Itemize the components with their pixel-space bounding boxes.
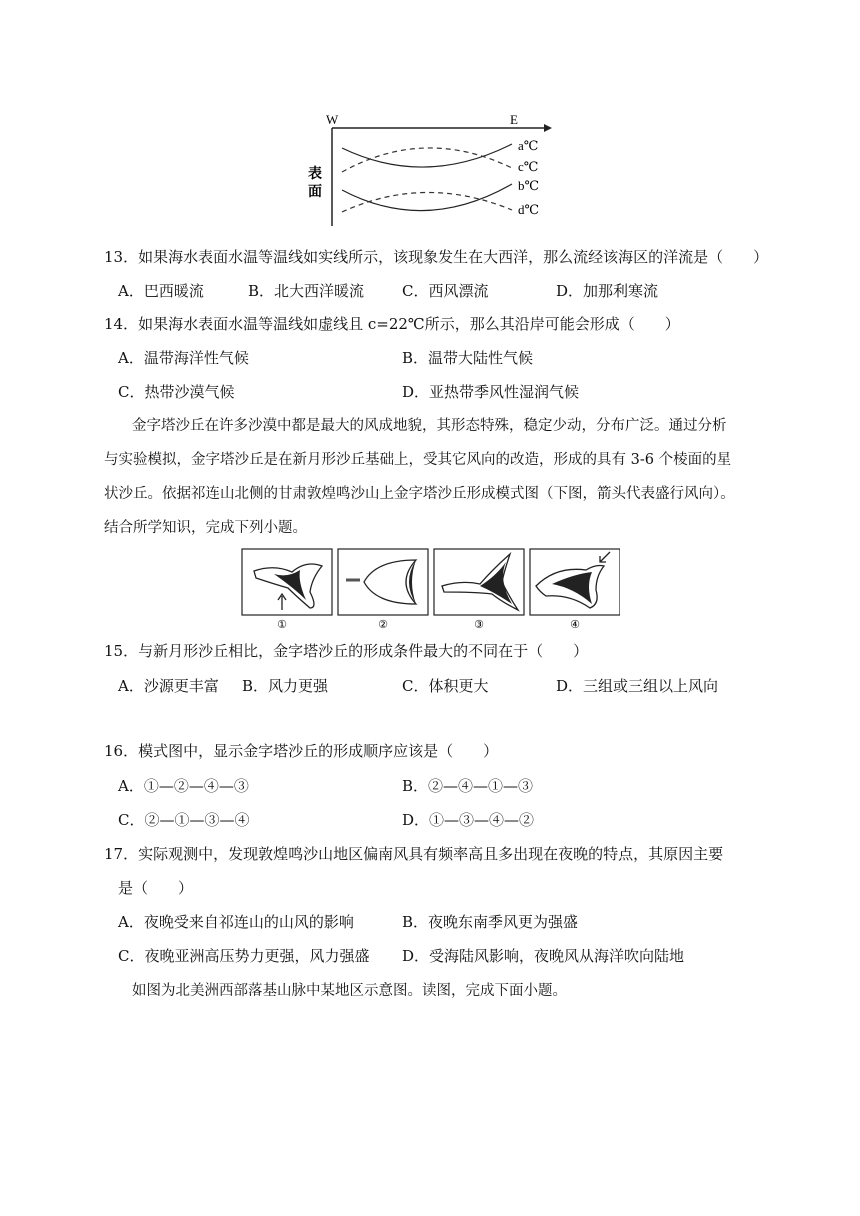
q16-option-b: B．②—④—①—③ [402, 777, 534, 795]
q14-option-d: D．亚热带季风性湿润气候 [402, 383, 580, 401]
q16-option-a: A．①—②—④—③ [118, 777, 249, 795]
q17-stem-line-1: 17．实际观测中，发现敦煌鸣沙山地区偏南风具有频率高且多出现在夜晚的特点，其原因主要 [104, 845, 724, 863]
passage1-line-2: 与实验模拟，金字塔沙丘是在新月形沙丘基础上，受其它风向的改造，形成的具有 3-6 个棱面的星 [104, 452, 732, 468]
passage1-line-4: 结合所学知识，完成下列小题。 [104, 520, 307, 536]
panel-2-dune [364, 560, 416, 604]
q15-option-a: A．沙源更丰富 [118, 677, 219, 695]
q16-option-c: C．②—①—③—④ [118, 811, 250, 829]
q17-option-b: B．夜晚东南季风更为强盛 [402, 913, 579, 931]
passage1-line-3: 状沙丘。依据祁连山北侧的甘肃敦煌鸣沙山上金字塔沙丘形成模式图（下图，箭头代表盛行风向）。 [104, 486, 735, 502]
passage2-line: 如图为北美洲西部落基山脉中某地区示意图。读图，完成下面小题。 [132, 983, 567, 999]
q13-stem: 13．如果海水表面水温等温线如实线所示，该现象发生在大西洋，那么流经该海区的洋流是（ ） [104, 248, 769, 266]
q13-option-d: D．加那利寒流 [556, 282, 659, 300]
isotherm-label-b: b℃ [518, 178, 540, 193]
panel-3-dune [442, 554, 518, 610]
q17-option-a: A．夜晚受来自祁连山的山风的影响 [118, 913, 354, 931]
axis-arrow-icon [544, 124, 552, 132]
isotherm-label-a: a℃ [518, 138, 539, 153]
q13-option-b: B．北大西洋暖流 [248, 282, 365, 300]
isotherm-d-dashed [342, 192, 512, 212]
panel-4-label: ④ [570, 619, 580, 630]
q13-option-a: A．巴西暖流 [118, 282, 204, 300]
q16-option-d: D．①—③—④—② [402, 811, 535, 829]
q14-stem: 14．如果海水表面水温等温线如虚线且 c=22℃所示，那么其沿岸可能会形成（ ） [104, 315, 680, 333]
panel-3-label: ③ [474, 619, 484, 630]
q15-stem: 15．与新月形沙丘相比，金字塔沙丘的形成条件最大的不同在于（ ） [104, 642, 589, 660]
q15-option-d: D．三组或三组以上风向 [556, 677, 719, 695]
isotherm-b-solid [342, 184, 512, 211]
isotherm-diagram [300, 108, 560, 232]
q13-option-c: C．西风漂流 [402, 282, 489, 300]
q15-option-c: C．体积更大 [402, 677, 489, 695]
panel-1-label: ① [277, 619, 287, 630]
isotherm-label-c: c℃ [518, 159, 539, 174]
q14-option-b: B．温带大陆性气候 [402, 349, 534, 367]
side-label-1: 表 [308, 167, 322, 182]
q17-option-c: C．夜晚亚洲高压势力更强，风力强盛 [118, 947, 370, 965]
side-label-2: 面 [308, 185, 322, 200]
q17-stem-line-2: 是（ ） [118, 879, 194, 897]
dune-formation-diagram [240, 546, 620, 630]
passage1-line-1: 金字塔沙丘在许多沙漠中都是最大的风成地貌，其形态特殊，稳定少动，分布广泛。通过分析 [132, 418, 727, 434]
q15-option-b: B．风力更强 [242, 677, 329, 695]
panel-1-arrow-icon [278, 594, 286, 610]
q16-stem: 16．模式图中，显示金字塔沙丘的形成顺序应该是（ ） [104, 742, 499, 760]
q17-option-d: D．受海陆风影响，夜晚风从海洋吹向陆地 [402, 947, 685, 965]
isotherm-a-solid [342, 144, 512, 167]
isotherm-c-dashed [342, 148, 512, 172]
q14-option-c: C．热带沙漠气候 [118, 383, 235, 401]
panel-1-dune [254, 564, 322, 608]
isotherm-label-d: d℃ [518, 202, 540, 217]
east-label: E [510, 112, 518, 127]
q14-option-a: A．温带海洋性气候 [118, 349, 249, 367]
panel-2-label: ② [378, 619, 388, 630]
panel-4-arrow-icon [600, 552, 610, 562]
west-label: W [326, 112, 339, 127]
